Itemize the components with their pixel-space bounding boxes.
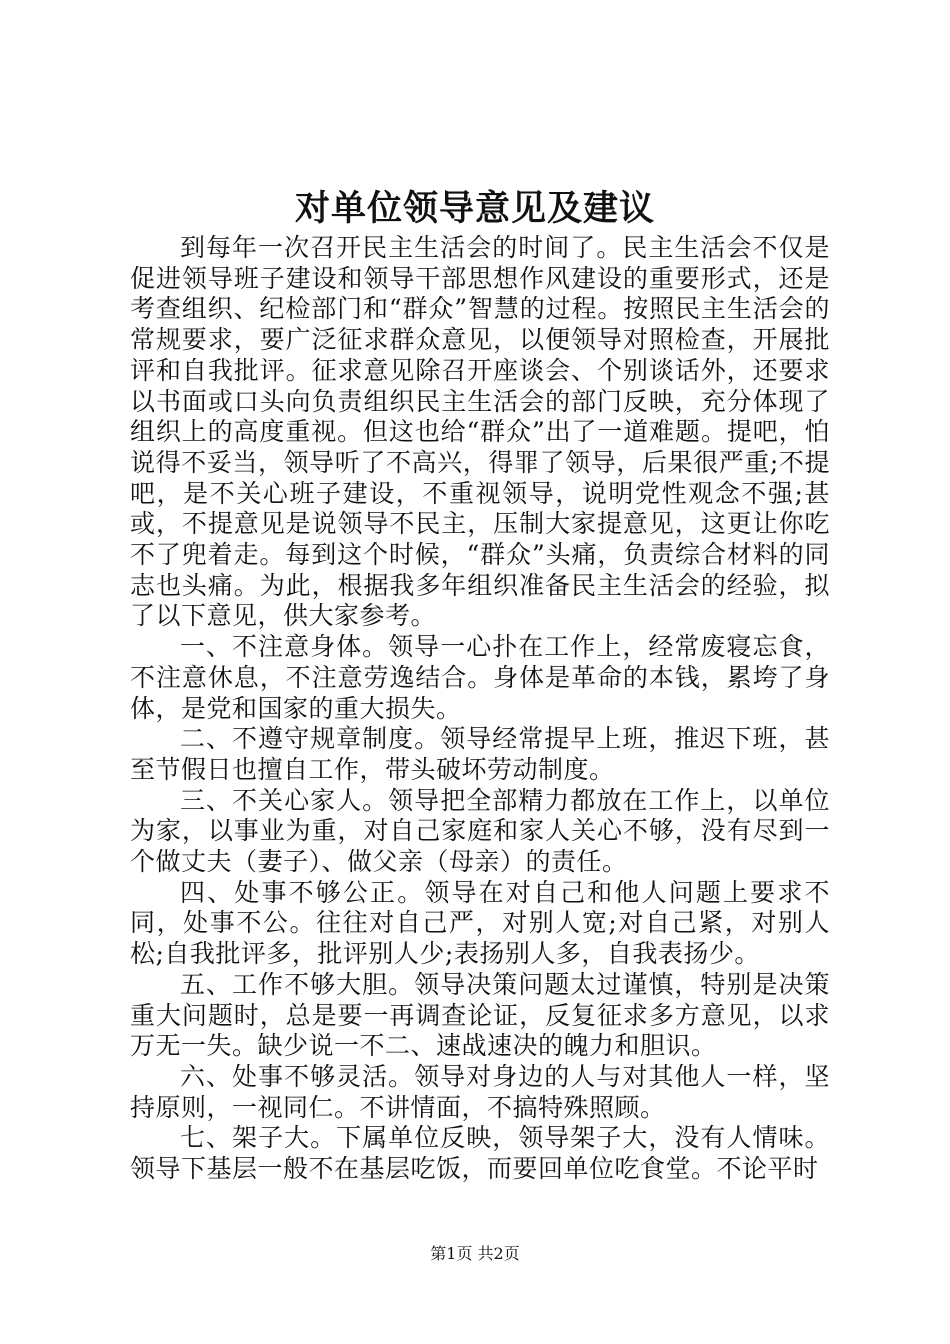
document-title: 对单位领导意见及建议 xyxy=(294,188,655,229)
paragraph-item-3: 三、不关心家人。领导把全部精力都放在工作上，以单位为家，以事业为重，对自己家庭和家人关心不够，没有尽到一个做丈夫（妻子）、做父亲（母亲）的责任。 xyxy=(130,785,830,877)
page-number-footer: 第1页 共2页 xyxy=(430,1244,520,1263)
document-body xyxy=(130,233,830,1185)
paragraph-item-2: 二、不遵守规章制度。领导经常提早上班，推迟下班，甚至节假日也擅自工作，带头破坏劳动制度。 xyxy=(130,724,830,784)
paragraph-item-1: 一、不注意身体。领导一心扑在工作上，经常废寝忘食，不注意休息，不注意劳逸结合。身体是革命的本钱，累垮了身体，是党和国家的重大损失。 xyxy=(130,632,830,723)
paragraph-item-7: 七、架子大。下属单位反映，领导架子大，没有人情味。领导下基层一般不在基层吃饭，而要回单位吃食堂。不论平时 xyxy=(130,1123,830,1184)
paragraph-item-5: 五、工作不够大胆。领导决策问题太过谨慎，特别是决策重大问题时，总是要一再调查论证，反复征求多方意见，以求万无一失。缺少说一不二、速战速决的魄力和胆识。 xyxy=(130,969,830,1061)
paragraph-item-4: 四、处事不够公正。领导在对自己和他人问题上要求不同，处事不公。往往对自己严，对别人宽;对自己紧，对别人松;自我批评多，批评别人少;表扬别人多，自我表扬少。 xyxy=(130,877,830,969)
paragraph-item-6: 六、处事不够灵活。领导对身边的人与对其他人一样，坚持原则，一视同仁。不讲情面，不搞特殊照顾。 xyxy=(130,1061,830,1122)
intro-paragraph: 到每年一次召开民主生活会的时间了。民主生活会不仅是促进领导班子建设和领导干部思想作风建设的重要形式，还是考查组织、纪检部门和“群众”智慧的过程。按照民主生活会的常规要求，要广泛征求群众意见，以便领导对照检查，开展批评和自我批评。征求意见除召开座谈会、个别谈话外，还要求以书面或口头向负责组织民主生活会的部门反映，充分体现了组织上的高度重视。但这也给“群众”出了一道难题。提吧，怕说得不妥当，领导听了不高兴，得罪了领导，后果很严重;不提吧，是不关心班子建设，不重视领导，说明党性观念不强;甚或，不提意见是说领导不民主，压制大家提意见，这更让你吃不了兜着走。每到这个时候，“群众”头痛，负责综合材料的同志也头痛。为此，根据我多年组织准备民主生活会的经验，拟了以下意见，供大家参考。 xyxy=(130,233,830,631)
